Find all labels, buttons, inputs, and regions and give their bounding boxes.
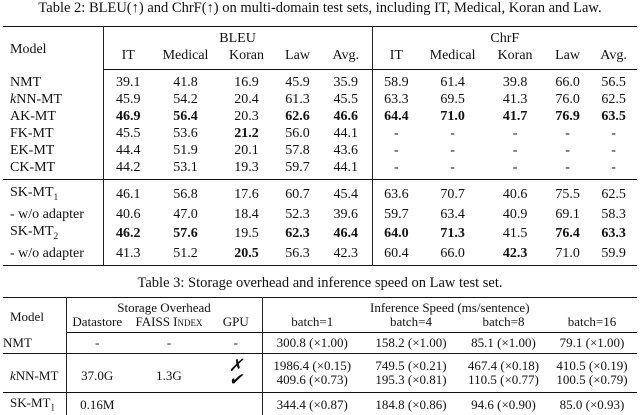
gpu-cell: -: [210, 333, 262, 354]
bleu-cell: 45.9: [116, 92, 141, 107]
bleu-domain-header: Koran: [218, 47, 275, 70]
chrf-cell: 71.0: [440, 109, 465, 124]
chrf-cell: 75.5: [555, 187, 580, 203]
batch4-header: batch=4: [362, 315, 460, 333]
chrf-cell: -: [420, 159, 485, 180]
batch1-header: batch=1: [262, 315, 362, 333]
model-label: - w/o adapter: [10, 206, 84, 222]
table2-caption: Table 2: BLEU(↑) and ChrF(↑) on multi-domain test sets, including IT, Medical, Koran and Law.: [38, 0, 602, 16]
chrf-cell: 39.8: [502, 75, 528, 90]
bleu-cell: 57.6: [173, 226, 198, 242]
bleu-cell: 40.6: [116, 206, 141, 222]
storage-header: Storage Overhead: [66, 298, 262, 316]
chrf-cell: -: [372, 159, 420, 180]
chrf-cell: 59.9: [601, 245, 626, 261]
table-row: [3, 223, 637, 245]
table-row: [3, 180, 637, 206]
knn-model-label: kNN-MT: [10, 367, 59, 383]
chrf-cell: -: [611, 143, 616, 158]
model-subscript: 2: [53, 230, 59, 241]
bleu-cell: 20.3: [234, 109, 259, 124]
chrf-domain-header: Koran: [485, 47, 545, 70]
chrf-cell: -: [393, 126, 399, 141]
model-label: SK-MT: [10, 185, 54, 200]
chrf-domain-header: Medical: [420, 47, 485, 70]
bleu-cell: 41.8: [173, 75, 198, 90]
bleu-cell: 59.7: [275, 159, 320, 180]
model-cell: [3, 354, 66, 393]
speed-cell: 79.1 (×1.00): [547, 333, 637, 354]
table-row: [3, 206, 637, 223]
table-row-sk-mt1: [3, 393, 637, 415]
chrf-domain-header: IT: [372, 47, 420, 70]
bleu-cell: 46.1: [116, 187, 141, 203]
datastore-header: Datastore: [66, 315, 128, 333]
speed-cell: 300.8 (×1.00): [262, 333, 362, 354]
chrf-cell: 41.7: [502, 109, 528, 124]
model-cell: [3, 223, 103, 245]
chrf-cell: 63.3: [601, 226, 626, 242]
chrf-cell: -: [485, 159, 545, 180]
table-row-knn-cpu: [3, 354, 637, 374]
speed-cell: 409.6 (×0.73): [262, 373, 362, 393]
bleu-cell: 19.5: [234, 226, 259, 242]
chrf-cell: 66.0: [440, 245, 465, 261]
table-row: [3, 159, 637, 180]
table-row: [3, 245, 637, 266]
bleu-cell: 51.9: [173, 143, 198, 158]
cross-icon: ✗: [210, 354, 262, 374]
chrf-cell: -: [565, 143, 570, 158]
model-cell: [3, 180, 103, 206]
chrf-cell: -: [450, 143, 455, 158]
bleu-cell: 45.4: [320, 180, 372, 206]
bleu-cell: 57.8: [285, 143, 310, 158]
table-row-nmt: [3, 333, 637, 354]
chrf-cell: 61.4: [440, 75, 465, 90]
speed-cell: 410.5 (×0.19): [556, 358, 628, 373]
bleu-cell: 17.6: [234, 187, 259, 203]
chrf-cell: -: [450, 126, 455, 141]
bleu-cell: 41.3: [116, 245, 141, 261]
bleu-cell: 61.3: [285, 92, 310, 107]
speed-cell: 94.6 (×0.90): [471, 397, 536, 413]
speed-cell: 85.0 (×0.93): [559, 397, 625, 413]
chrf-cell: 63.5: [601, 109, 626, 124]
chrf-cell: 41.3: [502, 92, 528, 107]
bleu-cell: 62.3: [285, 226, 310, 242]
bleu-cell: 46.6: [320, 108, 372, 125]
bleu-cell: 46.4: [320, 223, 372, 245]
faiss-cell: 1.3G: [128, 354, 210, 393]
model-label: SK-MT: [10, 395, 51, 410]
model-cell: [3, 393, 66, 415]
bleu-cell: 51.2: [173, 245, 198, 261]
bleu-cell: 46.2: [116, 226, 141, 242]
datastore-cell: 0.16M: [80, 397, 115, 413]
bleu-cell: 20.1: [234, 143, 259, 158]
bleu-group-header: BLEU: [103, 27, 372, 48]
bleu-cell: 53.1: [153, 159, 218, 180]
chrf-cell: 58.9: [384, 75, 409, 90]
model-cell: [3, 245, 103, 266]
chrf-cell: -: [611, 126, 616, 141]
bleu-cell: 44.1: [320, 125, 372, 142]
bleu-cell: 47.0: [173, 206, 198, 222]
chrf-cell: -: [512, 126, 518, 141]
bleu-cell: 45.9: [285, 75, 310, 90]
table-row: [3, 108, 637, 125]
batch8-header: batch=8: [460, 315, 547, 333]
storage-speed-table: [3, 297, 637, 415]
chrf-cell: 58.3: [601, 206, 626, 222]
chrf-group-header: ChrF: [490, 31, 520, 46]
speed-cell: 184.8 (×0.86): [375, 397, 447, 413]
speed-cell: 467.4 (×0.18): [467, 358, 540, 373]
model-label: SK-MT: [10, 223, 54, 239]
bleu-domain-header: Medical: [153, 47, 218, 70]
chrf-cell: 40.9: [502, 206, 528, 222]
bleu-cell: 62.6: [285, 109, 310, 124]
speed-cell: 100.5 (×0.79): [547, 373, 637, 393]
speed-cell: 110.5 (×0.77): [460, 373, 547, 393]
speed-cell: 344.4 (×0.87): [276, 397, 348, 413]
bleu-cell: 39.1: [116, 75, 141, 90]
model-label: kNN-MT: [10, 92, 63, 107]
bleu-cell: 56.0: [285, 126, 310, 141]
chrf-cell: 71.3: [440, 226, 465, 242]
chrf-cell: 40.6: [502, 187, 528, 203]
chrf-cell: 63.6: [384, 187, 409, 203]
chrf-cell: -: [393, 143, 399, 158]
chrf-domain-header: Law: [545, 47, 590, 70]
bleu-cell: 56.8: [173, 187, 198, 203]
speed-cell: 749.5 (×0.21): [375, 358, 447, 373]
model-subscript: 1: [53, 191, 59, 202]
model-subscript: 1: [50, 402, 55, 413]
bleu-domain-header: IT: [103, 47, 153, 70]
chrf-cell: 63.3: [384, 92, 409, 107]
chrf-cell: 76.9: [555, 109, 580, 124]
bleu-cell: 45.5: [116, 126, 141, 141]
bleu-cell: 44.4: [116, 143, 141, 158]
model-header: Model: [3, 27, 103, 70]
bleu-cell: 46.9: [116, 109, 141, 124]
bleu-domain-header: Avg.: [320, 47, 372, 70]
model-cell: [3, 108, 103, 125]
bleu-cell: 53.6: [173, 126, 198, 141]
model-cell: NMT: [3, 333, 66, 354]
bleu-cell: 54.2: [173, 92, 198, 107]
chrf-cell: 69.1: [555, 206, 580, 222]
model-label: NMT: [10, 74, 42, 90]
speed-header: Inference Speed (ms/sentence): [370, 300, 530, 315]
bleu-cell: 16.9: [234, 75, 259, 90]
faiss-header: FAISS Index: [128, 315, 210, 333]
datastore-cell: 37.0G: [66, 354, 128, 393]
chrf-cell: 66.0: [555, 75, 580, 90]
chrf-cell: 70.7: [440, 187, 465, 203]
bleu-cell: 18.4: [234, 206, 259, 222]
chrf-cell: 69.5: [440, 92, 465, 107]
check-icon: ✔: [210, 373, 262, 393]
chrf-cell: 64.4: [384, 109, 409, 124]
bleu-cell: 60.7: [285, 187, 310, 203]
bleu-cell: 35.9: [320, 70, 372, 92]
chrf-cell: 62.5: [601, 187, 626, 203]
chrf-domain-header: Avg.: [590, 47, 637, 70]
chrf-cell: 56.5: [601, 75, 626, 90]
bleu-cell: 44.1: [320, 159, 372, 180]
model-label: EK-MT: [10, 143, 55, 158]
table-row: [3, 70, 637, 92]
faiss-cell: -: [128, 333, 210, 354]
table3-caption: Table 3: Storage overhead and inference speed on Law test set.: [137, 275, 503, 291]
model-header: Model: [3, 298, 66, 333]
chrf-cell: 59.7: [384, 206, 409, 222]
chrf-cell: 62.5: [601, 92, 626, 107]
table-row: [3, 91, 637, 108]
bleu-cell: 42.3: [320, 245, 372, 266]
bleu-cell: 56.3: [285, 245, 310, 261]
model-label: AK-MT: [10, 109, 56, 124]
speed-cell: 1986.4 (×0.15): [273, 358, 352, 373]
batch16-header: batch=16: [547, 315, 637, 333]
bleu-cell: 39.6: [320, 206, 372, 223]
speed-cell: 158.2 (×1.00): [362, 333, 460, 354]
bleu-cell: 45.5: [320, 91, 372, 108]
model-label: CK-MT: [10, 160, 56, 175]
chrf-cell: -: [512, 143, 518, 158]
speed-cell: 195.3 (×0.81): [362, 373, 460, 393]
chrf-cell: 64.0: [384, 226, 409, 242]
model-label: FK-MT: [10, 126, 54, 141]
faiss-cell: [128, 393, 210, 415]
chrf-cell: 63.4: [440, 206, 465, 222]
model-cell: [3, 142, 103, 159]
model-label: - w/o adapter: [10, 245, 84, 261]
datastore-cell: -: [66, 333, 128, 354]
model-cell: [3, 70, 103, 92]
bleu-cell: 21.2: [234, 126, 259, 141]
bleu-cell: 20.4: [234, 92, 259, 107]
gpu-cell: [210, 393, 262, 415]
chrf-cell: -: [545, 159, 590, 180]
model-cell: [3, 125, 103, 142]
bleu-chrf-table: [3, 26, 637, 266]
bleu-cell: 20.5: [234, 245, 259, 261]
bleu-cell: 44.2: [103, 159, 153, 180]
chrf-cell: 76.4: [555, 226, 580, 242]
bleu-cell: 56.4: [173, 109, 198, 124]
chrf-cell: 42.3: [502, 245, 528, 261]
chrf-cell: -: [590, 159, 637, 180]
bleu-cell: 19.3: [218, 159, 275, 180]
gpu-header: GPU: [210, 315, 262, 333]
bleu-cell: 43.6: [320, 142, 372, 159]
chrf-cell: 71.0: [555, 245, 580, 261]
table-row: [3, 125, 637, 142]
table-row: [3, 142, 637, 159]
model-cell: [3, 91, 103, 108]
chrf-cell: -: [565, 126, 570, 141]
chrf-cell: 76.0: [555, 92, 580, 107]
model-cell: [3, 159, 103, 180]
bleu-cell: 52.3: [285, 206, 310, 222]
chrf-cell: 41.5: [502, 226, 528, 242]
model-cell: [3, 206, 103, 223]
chrf-cell: 60.4: [384, 245, 409, 261]
bleu-domain-header: Law: [275, 47, 320, 70]
speed-cell: 85.1 (×1.00): [460, 333, 547, 354]
